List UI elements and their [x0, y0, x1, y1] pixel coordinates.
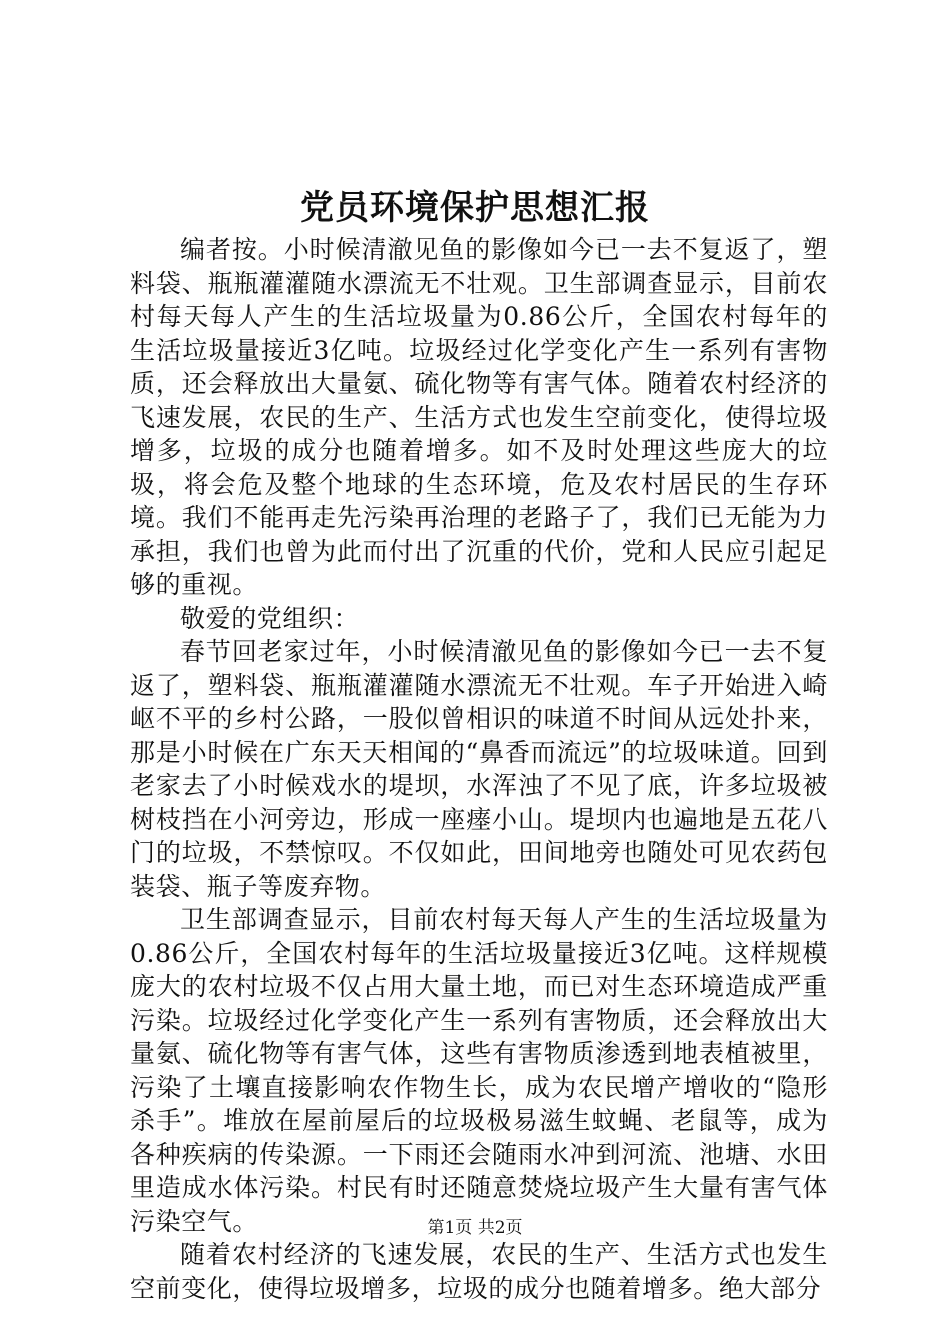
document-title: 党员环境保护思想汇报	[300, 188, 650, 228]
page-footer: 第1页 共2页	[427, 1218, 523, 1238]
paragraph-development: 随着农村经济的飞速发展，农民的生产、生活方式也发生空前变化，使得垃圾增多，垃圾的成分也随着增多。绝大部分	[130, 1240, 828, 1303]
paragraph-hometown: 春节回老家过年，小时候清澈见鱼的影像如今已一去不复返了，塑料袋、瓶瓶灌灌随水漂流无不壮观。车子开始进入崎岖不平的乡村公路，一股似曾相识的味道不时间从远处扑来，那是小时候在广东天天相闻的“鼻香而流远”的垃圾味道。回到老家去了小时候戏水的堤坝，水浑浊了不见了底，许多垃圾被树枝挡在小河旁边，形成一座瘗小山。堤坝内也遍地是五花八门的垃圾，不禁惊叹。不仅如此，田间地旁也随处可见农药包装袋、瓶子等废弃物。	[130, 637, 828, 901]
paragraph-survey: 卫生部调查显示，目前农村每天每人产生的生活垃圾量为0.86公斤，全国农村每年的生活垃圾量接近3亿吨。这样规模庞大的农村垃圾不仅占用大量土地，而已对生态环境造成严重污染。垃圾经过化学变化产生一系列有害物质，还会释放出大量氨、硫化物等有害气体，这些有害物质渗透到地表植被里，污染了土壤直接影响农作物生长，成为农民增产增收的“隐形杀手”。堆放在屋前屋后的垃圾极易滋生蚊蝇、老鼠等，成为各种疾病的传染源。一下雨还会随雨水冲到河流、池塘、水田里造成水体污染。村民有时还随意焚烧垃圾产生大量有害气体污染空气。	[130, 905, 828, 1236]
paragraph-salutation: 敬爱的党组织：	[180, 603, 360, 633]
document-body	[130, 233, 828, 1305]
paragraph-editor-note: 编者按。小时候清澈见鱼的影像如今已一去不复返了，塑料袋、瓶瓶灌灌随水漂流无不壮观。卫生部调查显示，目前农村每天每人产生的生活垃圾量为0.86公斤，全国农村每年的生活垃圾量接近3亿吨。垃圾经过化学变化产生一系列有害物质，还会释放出大量氨、硫化物等有害气体。随着农村经济的飞速发展，农民的生产、生活方式也发生空前变化，使得垃圾增多，垃圾的成分也随着增多。如不及时处理这些庞大的垃圾，将会危及整个地球的生态环境，危及农村居民的生存环境。我们不能再走先污染再治理的老路子了，我们已无能为力承担，我们也曾为此而付出了沉重的代价，党和人民应引起足够的重视。	[130, 235, 828, 599]
